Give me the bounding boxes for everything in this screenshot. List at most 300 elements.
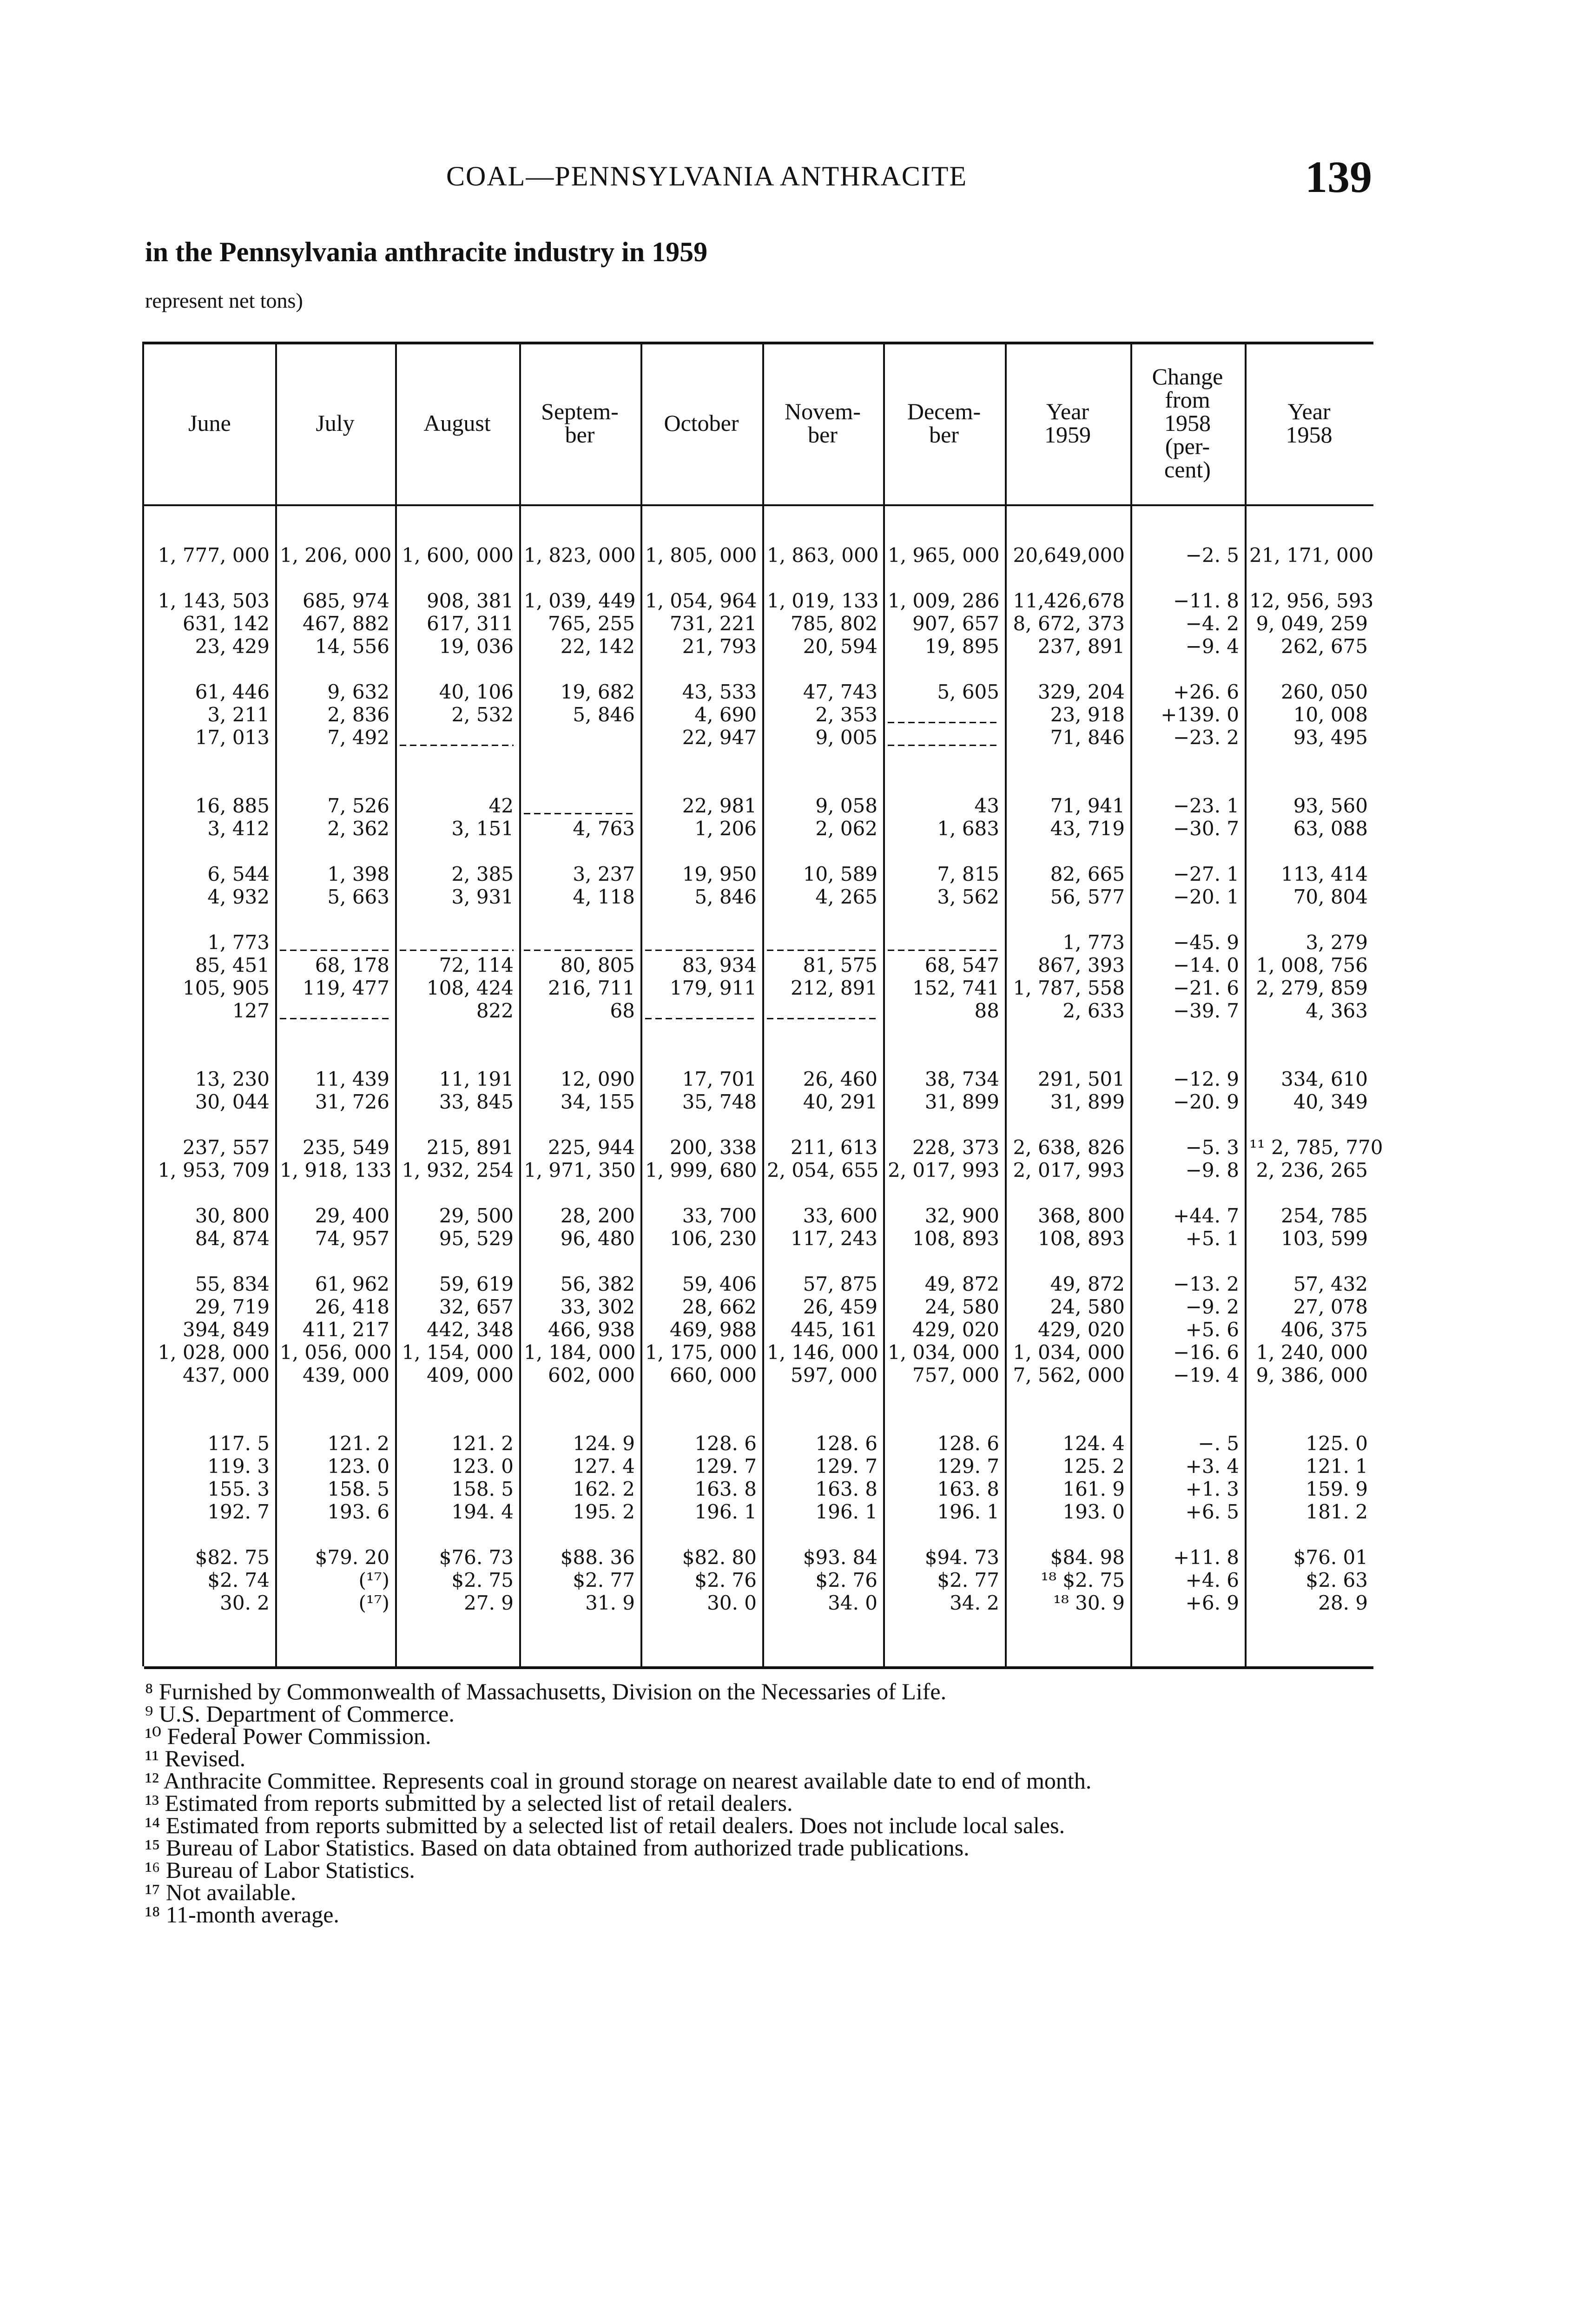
table-cell: 1, 805, 000 <box>645 544 757 567</box>
table-cell: 22, 142 <box>560 635 635 658</box>
table-cell <box>524 726 635 749</box>
table-cell <box>888 703 999 726</box>
table-cell: 2, 353 <box>815 703 878 726</box>
table-cell: 128. 6 <box>694 1432 757 1455</box>
table-cell: 121. 2 <box>327 1432 389 1455</box>
table-cell <box>1249 1523 1368 1546</box>
table-cell: −20. 9 <box>1173 1090 1239 1113</box>
table-cell: 21, 793 <box>682 635 757 658</box>
table-cell: 28. 9 <box>1318 1591 1368 1614</box>
table-cell: 93, 495 <box>1293 726 1368 749</box>
table-column <box>1010 544 1125 1614</box>
table-cell <box>524 1409 635 1432</box>
table-cell <box>645 1386 757 1409</box>
dash-leader <box>645 931 757 954</box>
table-cell <box>1249 658 1368 680</box>
table-cell: 212, 891 <box>790 977 878 999</box>
table-cell <box>400 658 514 680</box>
table-cell: 30, 800 <box>195 1204 270 1227</box>
table-cell: 33, 845 <box>439 1090 514 1113</box>
table-cell: 30. 0 <box>707 1591 757 1614</box>
table-cell <box>1249 567 1368 589</box>
table-cell: 5, 605 <box>937 680 999 703</box>
table-cell: 7, 815 <box>937 863 999 885</box>
table-cell <box>645 658 757 680</box>
table-cell <box>149 1409 270 1432</box>
table-cell <box>280 567 389 589</box>
table-cell: 215, 891 <box>426 1136 514 1159</box>
table-cell: 43, 533 <box>682 680 757 703</box>
table-cell: 55, 834 <box>195 1273 270 1295</box>
table-cell: 88 <box>974 999 999 1022</box>
table-cell: 23, 918 <box>1050 703 1125 726</box>
table-cell <box>400 1409 514 1432</box>
table-cell: 163. 8 <box>694 1478 757 1500</box>
table-cell: 125. 0 <box>1306 1432 1368 1455</box>
table-cell: 49, 872 <box>924 1273 999 1295</box>
table-cell <box>400 726 514 749</box>
table-cell <box>767 1045 878 1068</box>
footnotes <box>145 1680 1091 1926</box>
table-cell <box>1010 840 1125 863</box>
table-cell: 10, 008 <box>1293 703 1368 726</box>
table-cell: 22, 981 <box>682 794 757 817</box>
dash-leader <box>280 931 389 954</box>
table-cell <box>888 726 999 749</box>
table-cell: 28, 200 <box>560 1204 635 1227</box>
table-cell: 163. 8 <box>815 1478 878 1500</box>
table-cell <box>280 658 389 680</box>
table-cell: 123. 0 <box>327 1455 389 1478</box>
footnote: ¹⁸ 11-month average. <box>145 1901 339 1928</box>
table-cell: 4, 118 <box>573 885 635 908</box>
column-header: Septem- ber <box>541 398 619 448</box>
table-column <box>888 544 999 1614</box>
table-cell: 469, 988 <box>669 1318 757 1341</box>
table-cell: 907, 657 <box>912 612 999 635</box>
table-cell <box>400 1386 514 1409</box>
table-cell <box>1135 772 1239 794</box>
table-cell <box>645 772 757 794</box>
table-cell: 71, 846 <box>1050 726 1125 749</box>
table-cell: 617, 311 <box>426 612 514 635</box>
table-cell: 152, 741 <box>912 977 999 999</box>
table-cell: 71, 941 <box>1050 794 1125 817</box>
table-column <box>1249 544 1383 1614</box>
table-cell: 211, 613 <box>790 1136 878 1159</box>
table-cell: 32, 900 <box>924 1204 999 1227</box>
table-cell: 193. 6 <box>327 1500 389 1523</box>
table-cell: 4, 763 <box>573 817 635 840</box>
table-cell: 9, 005 <box>815 726 878 749</box>
table-cell <box>1010 1113 1125 1136</box>
table-cell: 660, 000 <box>669 1364 757 1386</box>
table-cell: 195. 2 <box>573 1500 635 1523</box>
footnote: ⁸ Furnished by Commonwealth of Massachusetts, Division on the Necessaries of Life. <box>145 1678 947 1704</box>
table-cell: 2, 532 <box>451 703 514 726</box>
dash-leader <box>888 931 999 954</box>
table-cell <box>888 1182 999 1204</box>
table-cell <box>1010 1250 1125 1273</box>
table-cell: 1, 683 <box>937 817 999 840</box>
table-cell: +5. 1 <box>1185 1227 1239 1250</box>
column-divider <box>395 342 397 1666</box>
table-cell <box>1135 1045 1239 1068</box>
table-cell: 49, 872 <box>1050 1273 1125 1295</box>
table-cell: 158. 5 <box>327 1478 389 1500</box>
table-cell <box>400 1250 514 1273</box>
table-cell: 3, 279 <box>1306 931 1368 954</box>
table-cell: 3, 412 <box>207 817 270 840</box>
table-cell: $82. 80 <box>682 1546 757 1569</box>
table-cell <box>767 908 878 931</box>
table-cell: −9. 2 <box>1185 1295 1239 1318</box>
table-cell <box>524 772 635 794</box>
table-cell: 124. 9 <box>573 1432 635 1455</box>
table-cell: 40, 291 <box>803 1090 878 1113</box>
table-cell <box>280 749 389 772</box>
table-cell <box>645 908 757 931</box>
table-cell: 442, 348 <box>426 1318 514 1341</box>
table-cell: 200, 338 <box>669 1136 757 1159</box>
table-cell <box>280 908 389 931</box>
table-cell <box>400 1182 514 1204</box>
table-cell: 466, 938 <box>548 1318 635 1341</box>
table-cell <box>767 1386 878 1409</box>
table-cell: −13. 2 <box>1173 1273 1239 1295</box>
column-header: Novem- ber <box>785 398 861 448</box>
table-cell <box>149 1250 270 1273</box>
table-cell: 40, 106 <box>439 680 514 703</box>
table-cell <box>645 999 757 1022</box>
table-cell <box>1135 749 1239 772</box>
table-cell: −9. 4 <box>1185 635 1239 658</box>
table-cell: 5, 846 <box>573 703 635 726</box>
table-cell: 129. 7 <box>937 1455 999 1478</box>
column-divider <box>1245 342 1247 1666</box>
table-cell <box>149 1182 270 1204</box>
table-cell: 192. 7 <box>207 1500 270 1523</box>
table-cell: $2. 63 <box>1306 1569 1368 1591</box>
table-cell: 129. 7 <box>815 1455 878 1478</box>
table-cell: +139. 0 <box>1161 703 1239 726</box>
table-cell <box>149 1045 270 1068</box>
table-cell: 4, 690 <box>694 703 757 726</box>
table-cell: −12. 9 <box>1173 1068 1239 1090</box>
column-header: October <box>664 410 739 436</box>
table-cell: −21. 6 <box>1173 977 1239 999</box>
table-cell <box>280 1250 389 1273</box>
table-cell: (¹⁷) <box>358 1591 389 1614</box>
table-cell: 27. 9 <box>464 1591 514 1614</box>
table-cell <box>149 1386 270 1409</box>
table-cell: +6. 9 <box>1185 1591 1239 1614</box>
table-column <box>1135 544 1239 1614</box>
table-cell: 1, 206 <box>694 817 757 840</box>
table-cell <box>400 1045 514 1068</box>
table-cell <box>1249 1250 1368 1273</box>
table-cell: 2, 017, 993 <box>888 1159 1000 1182</box>
table-cell: 43 <box>974 794 999 817</box>
table-cell <box>1249 840 1368 863</box>
table-column <box>400 544 514 1614</box>
table-cell: 5, 663 <box>327 885 389 908</box>
column-header: Decem- ber <box>907 398 981 448</box>
table-cell: 83, 934 <box>682 954 757 977</box>
table-cell: 96, 480 <box>560 1227 635 1250</box>
table-cell <box>1135 1409 1239 1432</box>
table-cell <box>888 1250 999 1273</box>
table-cell: 406, 375 <box>1280 1318 1368 1341</box>
table-left-edge <box>142 342 144 1666</box>
table-cell: 12, 956, 593 <box>1249 589 1374 612</box>
table-cell: 1, 398 <box>327 863 389 885</box>
table-cell: 82, 665 <box>1050 863 1125 885</box>
table-cell <box>400 1113 514 1136</box>
table-cell <box>524 908 635 931</box>
table-cell: 72, 114 <box>439 954 514 977</box>
table-cell <box>767 840 878 863</box>
table-cell: $76. 73 <box>439 1546 514 1569</box>
table-cell <box>645 1045 757 1068</box>
table-cell: −23. 1 <box>1173 794 1239 817</box>
table-cell: 29, 400 <box>315 1204 389 1227</box>
table-cell: 108, 893 <box>912 1227 999 1250</box>
table-cell: $76. 01 <box>1293 1546 1368 1569</box>
table-cell <box>645 567 757 589</box>
table-cell <box>280 1113 389 1136</box>
table-cell <box>524 1182 635 1204</box>
footnote: ¹⁷ Not available. <box>145 1879 297 1905</box>
table-cell: 108, 424 <box>426 977 514 999</box>
dash-leader <box>524 931 635 954</box>
table-cell <box>149 908 270 931</box>
table-cell <box>888 1523 999 1546</box>
table-cell <box>280 931 389 954</box>
table-header-rule <box>144 504 1373 506</box>
table-cell: 31, 899 <box>1050 1090 1125 1113</box>
column-header: Change from 1958 (per- cent) <box>1152 363 1223 482</box>
table-cell <box>149 567 270 589</box>
page-number: 139 <box>1305 152 1372 202</box>
table-cell: 785, 802 <box>790 612 878 635</box>
table-cell: 409, 000 <box>426 1364 514 1386</box>
table-cell: 29, 500 <box>439 1204 514 1227</box>
table-cell: 31. 9 <box>585 1591 635 1614</box>
table-cell: 127. 4 <box>573 1455 635 1478</box>
table-cell: 368, 800 <box>1037 1204 1125 1227</box>
table-cell <box>767 1250 878 1273</box>
table-cell <box>1249 1022 1368 1045</box>
table-cell <box>1010 749 1125 772</box>
table-cell: 1, 773 <box>207 931 270 954</box>
table-cell <box>1010 567 1125 589</box>
table-cell <box>149 1113 270 1136</box>
table-cell <box>1249 772 1368 794</box>
table-cell: 731, 221 <box>669 612 757 635</box>
table-cell: 4, 265 <box>815 885 878 908</box>
table-cell <box>888 931 999 954</box>
table-cell: 765, 255 <box>548 612 635 635</box>
table-column <box>149 544 270 1614</box>
table-cell: 429, 020 <box>912 1318 999 1341</box>
table-cell: 33, 700 <box>682 1204 757 1227</box>
table-cell <box>767 931 878 954</box>
table-cell: 1, 009, 286 <box>888 589 1000 612</box>
table-cell: $84. 98 <box>1050 1546 1125 1569</box>
table-cell: 42 <box>488 794 514 817</box>
table-cell <box>524 931 635 954</box>
table-cell <box>149 1523 270 1546</box>
table-cell <box>767 772 878 794</box>
footnote: ¹³ Estimated from reports submitted by a selected list of retail dealers. <box>145 1790 793 1816</box>
column-divider <box>275 342 277 1666</box>
table-cell: 908, 381 <box>426 589 514 612</box>
table-cell: 59, 406 <box>682 1273 757 1295</box>
table-cell <box>149 749 270 772</box>
table-bottom-rule <box>144 1666 1373 1669</box>
table-cell: 194. 4 <box>451 1500 514 1523</box>
table-cell: 4, 932 <box>207 885 270 908</box>
table-cell: 155. 3 <box>207 1478 270 1500</box>
table-cell <box>1249 1113 1368 1136</box>
table-cell <box>524 840 635 863</box>
footnote: ¹⁰ Federal Power Commission. <box>145 1723 431 1749</box>
table-title: in the Pennsylvania anthracite industry in 1959 <box>145 237 708 267</box>
table-cell: ¹⁸ 30. 9 <box>1053 1591 1125 1614</box>
table-cell: −2. 5 <box>1185 544 1239 567</box>
table-cell: 121. 1 <box>1306 1455 1368 1478</box>
table-cell: 26, 460 <box>803 1068 878 1090</box>
table-cell: 2, 279, 859 <box>1256 977 1368 999</box>
table-cell: 1, 932, 254 <box>402 1159 514 1182</box>
table-cell <box>1249 749 1368 772</box>
table-cell: 1, 054, 964 <box>645 589 757 612</box>
table-cell: 2, 062 <box>815 817 878 840</box>
table-cell: 216, 711 <box>548 977 635 999</box>
table-cell: 13, 230 <box>195 1068 270 1090</box>
table-cell <box>400 840 514 863</box>
table-cell <box>645 749 757 772</box>
table-cell: 19, 036 <box>439 635 514 658</box>
table-cell: 3, 211 <box>207 703 270 726</box>
table-cell: −4. 2 <box>1185 612 1239 635</box>
table-cell: 3, 237 <box>573 863 635 885</box>
column-header: August <box>423 410 491 436</box>
table-cell <box>888 1045 999 1068</box>
table-cell: 7, 562, 000 <box>1013 1364 1125 1386</box>
table-cell <box>1135 1250 1239 1273</box>
table-cell: 56, 382 <box>560 1273 635 1295</box>
table-cell <box>280 1182 389 1204</box>
table-cell <box>888 658 999 680</box>
table-cell <box>524 567 635 589</box>
table-cell: 19, 950 <box>682 863 757 885</box>
column-divider <box>640 342 642 1666</box>
table-cell <box>280 1045 389 1068</box>
table-cell: 237, 557 <box>182 1136 270 1159</box>
footnote: ¹⁴ Estimated from reports submitted by a selected list of retail dealers. Does not include local sales. <box>145 1812 1065 1838</box>
table-cell: 85, 451 <box>195 954 270 977</box>
table-cell: 9, 058 <box>815 794 878 817</box>
table-cell <box>645 1409 757 1432</box>
table-cell: 1, 823, 000 <box>524 544 636 567</box>
table-cell: 103, 599 <box>1280 1227 1368 1250</box>
table-cell: −39. 7 <box>1173 999 1239 1022</box>
table-cell: 1, 008, 756 <box>1256 954 1368 977</box>
table-cell <box>645 1022 757 1045</box>
dash-leader <box>767 999 878 1022</box>
column-header: Year 1959 <box>1044 398 1091 448</box>
table-cell <box>149 1022 270 1045</box>
table-cell: 17, 013 <box>195 726 270 749</box>
table-cell <box>1135 1386 1239 1409</box>
table-cell: 57, 875 <box>803 1273 878 1295</box>
table-cell: 1, 019, 133 <box>767 589 879 612</box>
table-cell: 394, 849 <box>182 1318 270 1341</box>
table-cell: 119. 3 <box>207 1455 270 1478</box>
table-cell: 35, 748 <box>682 1090 757 1113</box>
table-cell: 260, 050 <box>1280 680 1368 703</box>
table-cell: 117, 243 <box>790 1227 878 1250</box>
table-cell <box>1010 1523 1125 1546</box>
table-cell <box>1010 658 1125 680</box>
column-header: July <box>316 410 355 436</box>
table-cell: 33, 600 <box>803 1204 878 1227</box>
footnote: ¹⁶ Bureau of Labor Statistics. <box>145 1857 415 1883</box>
table-cell: 68, 178 <box>315 954 389 977</box>
table-cell: 8, 672, 373 <box>1013 612 1125 635</box>
table-cell: 1, 034, 000 <box>888 1341 1000 1364</box>
table-cell <box>1249 1045 1368 1068</box>
table-cell: ¹⁸ $2. 75 <box>1041 1569 1125 1591</box>
footnote: ⁹ U.S. Department of Commerce. <box>145 1701 455 1727</box>
table-cell: 1, 146, 000 <box>767 1341 879 1364</box>
table-column <box>767 544 878 1614</box>
table-cell: 1, 965, 000 <box>888 544 1000 567</box>
table-cell: −9. 8 <box>1185 1159 1239 1182</box>
column-divider <box>762 342 764 1666</box>
table-cell: 80, 805 <box>560 954 635 977</box>
table-cell: 179, 911 <box>669 977 757 999</box>
table-cell: 3, 562 <box>937 885 999 908</box>
table-cell: 12, 090 <box>560 1068 635 1090</box>
table-cell: 28, 662 <box>682 1295 757 1318</box>
table-cell <box>280 1523 389 1546</box>
table-cell: 26, 418 <box>315 1295 389 1318</box>
footnote: ¹⁵ Bureau of Labor Statistics. Based on data obtained from authorized trade publications. <box>145 1835 970 1861</box>
column-header: June <box>188 410 231 436</box>
table-cell: 1, 777, 000 <box>158 544 270 567</box>
table-cell: 159. 9 <box>1306 1478 1368 1500</box>
table-cell: 9, 049, 259 <box>1256 612 1368 635</box>
table-cell: 17, 701 <box>682 1068 757 1090</box>
table-cell: 40, 349 <box>1293 1090 1368 1113</box>
table-cell <box>1010 908 1125 931</box>
table-cell: 34. 2 <box>950 1591 999 1614</box>
table-cell: 1, 056, 000 <box>280 1341 392 1364</box>
table-cell: 27, 078 <box>1293 1295 1368 1318</box>
table-cell <box>524 1045 635 1068</box>
table-cell <box>400 1523 514 1546</box>
table-cell: $2. 75 <box>451 1569 514 1591</box>
table-cell: $2. 74 <box>207 1569 270 1591</box>
table-cell: 128. 6 <box>937 1432 999 1455</box>
table-cell: 254, 785 <box>1280 1204 1368 1227</box>
dash-leader <box>767 931 878 954</box>
table-cell <box>524 1022 635 1045</box>
table-cell: 411, 217 <box>302 1318 389 1341</box>
